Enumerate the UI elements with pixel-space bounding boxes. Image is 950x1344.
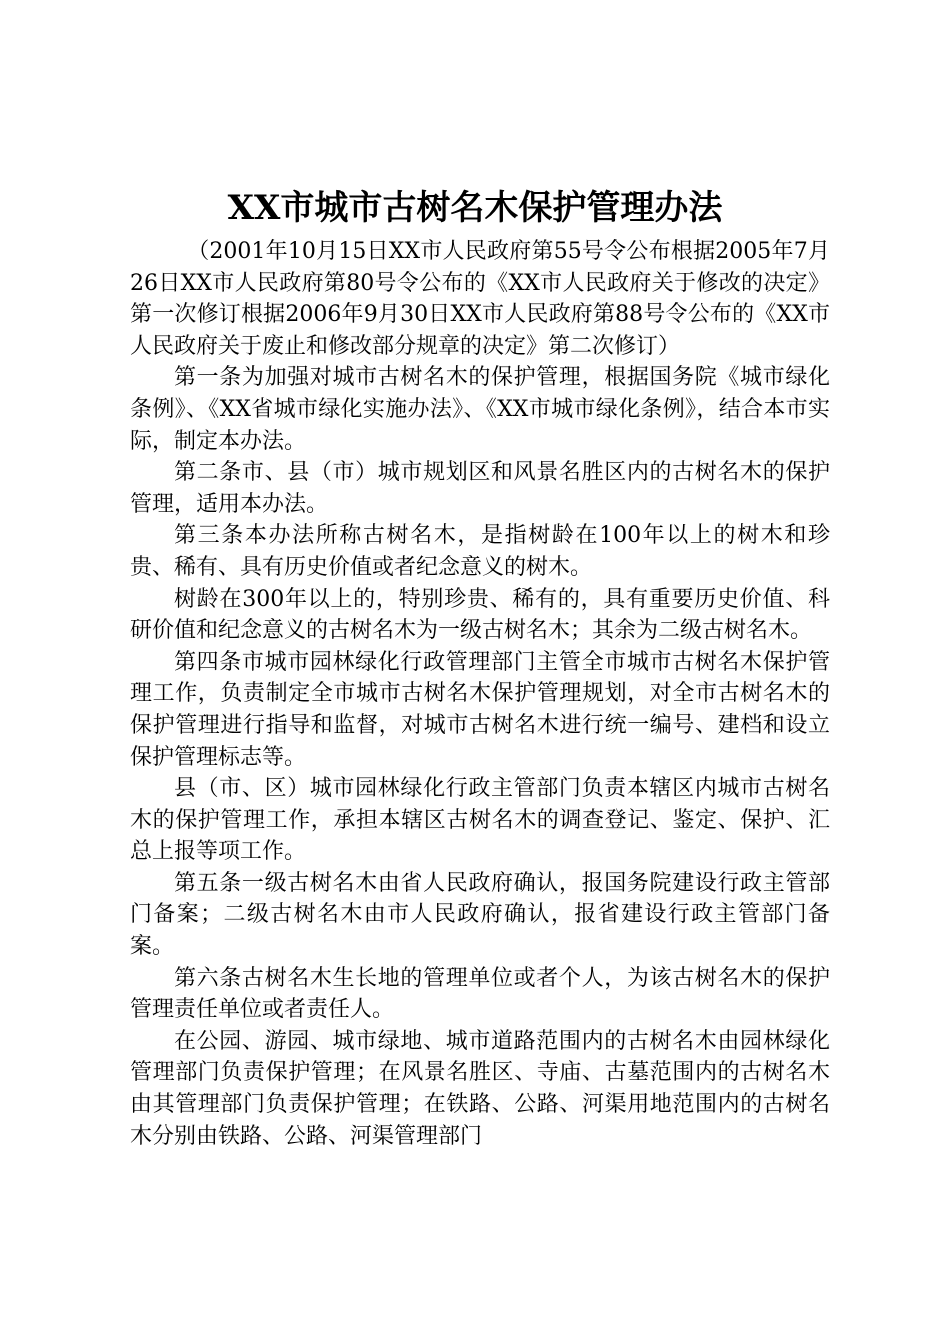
article-2-paragraph: 第二条市、县（市）城市规划区和风景名胜区内的古树名木的保护管理，适用本办法。 — [130, 460, 830, 517]
preamble-paragraph: （2001年10月15日XX市人民政府第55号令公布根据2005年7月26日XX市人民政府第80号令公布的《XX市人民政府关于修改的决定》第一次修订根据2006年9月30日XX市人民政府第88号令公布的《XX市人民政府关于废止和修改部分规章的决定》第二次修订） — [130, 239, 830, 359]
document-body — [130, 236, 830, 1152]
article-4-paragraph: 第四条市城市园林绿化行政管理部门主管全市城市古树名木保护管理工作，负责制定全市城市古树名木保护管理规划，对全市古树名木的保护管理进行指导和监督，对城市古树名木进行统一编号、建档和设立保护管理标志等。 — [130, 649, 830, 770]
article-4-county-paragraph: 县（市、区）城市园林绿化行政主管部门负责本辖区内城市古树名木的保护管理工作，承担本辖区古树名木的调查登记、鉴定、保护、汇总上报等项工作。 — [130, 776, 830, 865]
article-6-paragraph: 第六条古树名木生长地的管理单位或者个人，为该古树名木的保护管理责任单位或者责任人。 — [130, 965, 830, 1023]
article-3-paragraph: 第三条本办法所称古树名木，是指树龄在100年以上的树木和珍贵、稀有、具有历史价值或者纪念意义的树木。 — [130, 523, 830, 580]
article-6-scope-paragraph: 在公园、游园、城市绿地、城市道路范围内的古树名木由园林绿化管理部门负责保护管理；在风景名胜区、寺庙、古墓范围内的古树名木由其管理部门负责保护管理；在铁路、公路、河渠用地范围内的古树名木分别由铁路、公路、河渠管理部门 — [130, 1028, 830, 1149]
document-title: XX市城市古树名木保护管理办法 — [227, 188, 723, 228]
article-3-grading-paragraph: 树龄在300年以上的，特别珍贵、稀有的，具有重要历史价值、科研价值和纪念意义的古树名木为一级古树名木；其余为二级古树名木。 — [130, 586, 830, 644]
article-5-paragraph: 第五条一级古树名木由省人民政府确认，报国务院建设行政主管部门备案；二级古树名木由市人民政府确认，报省建设行政主管部门备案。 — [130, 870, 830, 960]
article-1-paragraph: 第一条为加强对城市古树名木的保护管理，根据国务院《城市绿化条例》、《XX省城市绿化实施办法》、《XX市城市绿化条例》，结合本市实际，制定本办法。 — [130, 365, 830, 454]
